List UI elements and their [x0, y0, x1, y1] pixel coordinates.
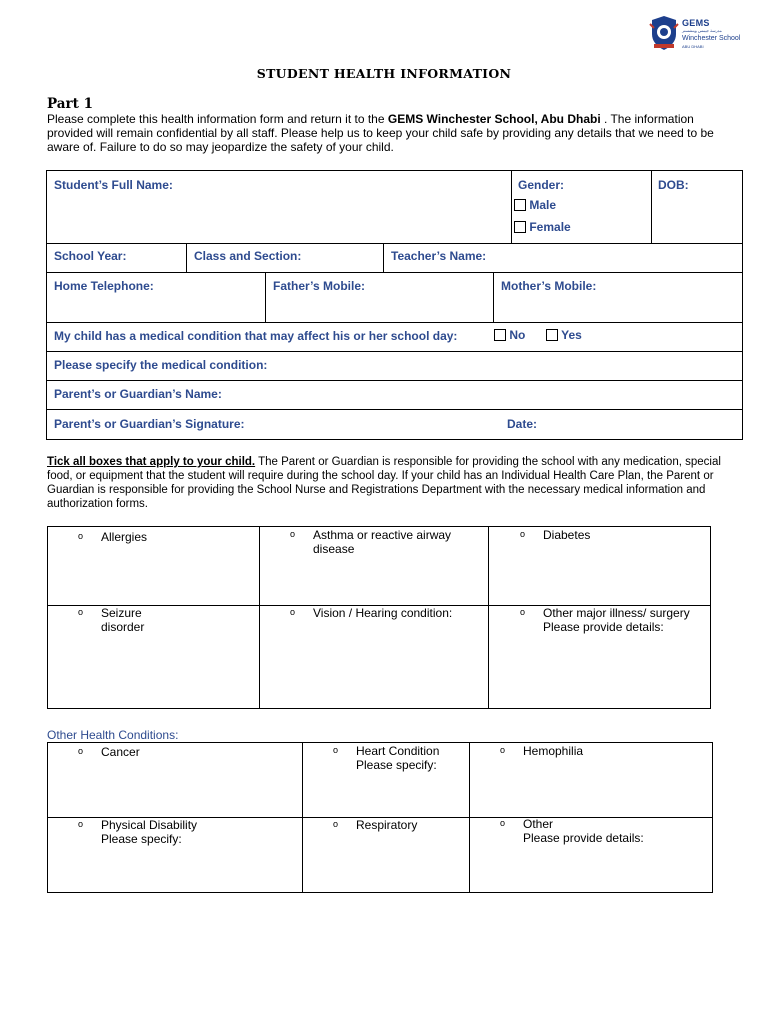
condition-label: Seizure: [101, 606, 142, 620]
logo-arabic: مدرسة جيمس وينشستر: [682, 28, 722, 33]
bullet-icon[interactable]: o: [290, 607, 296, 617]
intro-school: GEMS Winchester School, Abu Dhabi: [387, 112, 601, 126]
specify-condition-label: Please specify the medical condition:: [54, 358, 268, 372]
part-heading: Part 1: [47, 96, 93, 112]
medical-condition-label: My child has a medical condition that may affect his or her school day:: [54, 329, 458, 343]
intro-after: . The information provided will remain confidential by all staff. Please help us to keep your child safe by providing any details that we need to be aware of. Failure to do so may jeopardize the safety of your child.: [47, 112, 714, 154]
tick-instructions: [47, 455, 737, 511]
yes-checkbox[interactable]: [546, 329, 558, 341]
bullet-icon[interactable]: o: [290, 529, 296, 539]
school-year-label: School Year:: [54, 249, 127, 263]
medical-no-option[interactable]: [494, 328, 525, 342]
yes-label: Yes: [561, 328, 582, 342]
bullet-icon[interactable]: o: [500, 745, 506, 755]
condition-label-line2: Please specify:: [356, 758, 437, 772]
male-label: Male: [529, 198, 557, 212]
teacher-label: Teacher’s Name:: [391, 249, 487, 263]
bullet-icon[interactable]: o: [78, 819, 84, 829]
condition-label: Diabetes: [543, 528, 591, 542]
condition-label: Physical Disability: [101, 818, 198, 832]
bullet-icon[interactable]: o: [333, 745, 339, 755]
intro-paragraph: [47, 112, 737, 154]
guardian-signature-label: Parent’s or Guardian’s Signature:: [54, 417, 245, 431]
medical-yes-option[interactable]: [546, 328, 582, 342]
mother-mobile-label: Mother’s Mobile:: [501, 279, 597, 293]
bullet-icon[interactable]: o: [500, 818, 506, 828]
bullet-icon[interactable]: o: [520, 607, 526, 617]
other-conditions-heading: Other Health Conditions:: [47, 728, 179, 742]
bullet-icon[interactable]: o: [78, 607, 84, 617]
grid-divider: [302, 742, 303, 893]
no-label: No: [509, 328, 526, 342]
grid-divider: [469, 742, 470, 893]
tick-heading: Tick all boxes that apply to your child.: [47, 456, 256, 468]
condition-label: Heart Condition: [356, 744, 440, 758]
female-label: Female: [529, 220, 571, 234]
bullet-icon[interactable]: o: [78, 531, 84, 541]
condition-label-line2: Please specify:: [101, 832, 182, 846]
home-phone-label: Home Telephone:: [54, 279, 154, 293]
no-checkbox[interactable]: [494, 329, 506, 341]
male-checkbox[interactable]: [514, 199, 526, 211]
tick-text: The Parent or Guardian is responsible for providing the school with any medication, special food, or equipment that the student will require during the school day. If your child has an Individual Health Care Plan, the Parent or Guardian is responsible for providing the School Nurse and Registrations Department with the necessary medical information and authorization forms.: [47, 456, 721, 510]
date-label: Date:: [507, 417, 538, 431]
condition-label: Respiratory: [356, 818, 418, 832]
condition-label-line2: Please provide details:: [543, 620, 664, 634]
guardian-name-label: Parent’s or Guardian’s Name:: [54, 387, 222, 401]
bullet-icon[interactable]: o: [333, 819, 339, 829]
condition-label: Other: [523, 817, 554, 831]
gender-label: Gender:: [518, 178, 565, 192]
condition-label: Vision / Hearing condition:: [313, 606, 453, 620]
condition-label: Cancer: [101, 745, 140, 759]
intro-before: Please complete this health information form and return it to the: [47, 112, 388, 126]
grid-divider: [488, 526, 489, 709]
father-mobile-label: Father’s Mobile:: [273, 279, 366, 293]
logo-brand: GEMS: [682, 18, 710, 28]
condition-label: Hemophilia: [523, 744, 584, 758]
student-name-label: Student’s Full Name:: [54, 178, 173, 192]
page-title: STUDENT HEALTH INFORMATION: [256, 66, 512, 81]
crest-icon: [648, 14, 680, 52]
school-logo: [648, 14, 744, 54]
condition-label-line2: Please provide details:: [523, 831, 644, 845]
class-section-label: Class and Section:: [194, 249, 302, 263]
gender-female-option[interactable]: [514, 220, 571, 234]
female-checkbox[interactable]: [514, 221, 526, 233]
condition-label: Allergies: [101, 530, 148, 544]
bullet-icon[interactable]: o: [78, 746, 84, 756]
dob-label: DOB:: [658, 178, 689, 192]
condition-label-line2: disorder: [101, 620, 145, 634]
logo-school: Winchester School: [682, 35, 741, 42]
bullet-icon[interactable]: o: [520, 529, 526, 539]
gender-male-option[interactable]: [514, 198, 556, 212]
logo-city: ABU DHABI: [682, 44, 704, 49]
condition-label: Asthma or reactive airway: [313, 528, 452, 542]
condition-label-line2: disease: [313, 542, 355, 556]
condition-label: Other major illness/ surgery: [543, 606, 690, 620]
grid-divider: [259, 526, 260, 709]
